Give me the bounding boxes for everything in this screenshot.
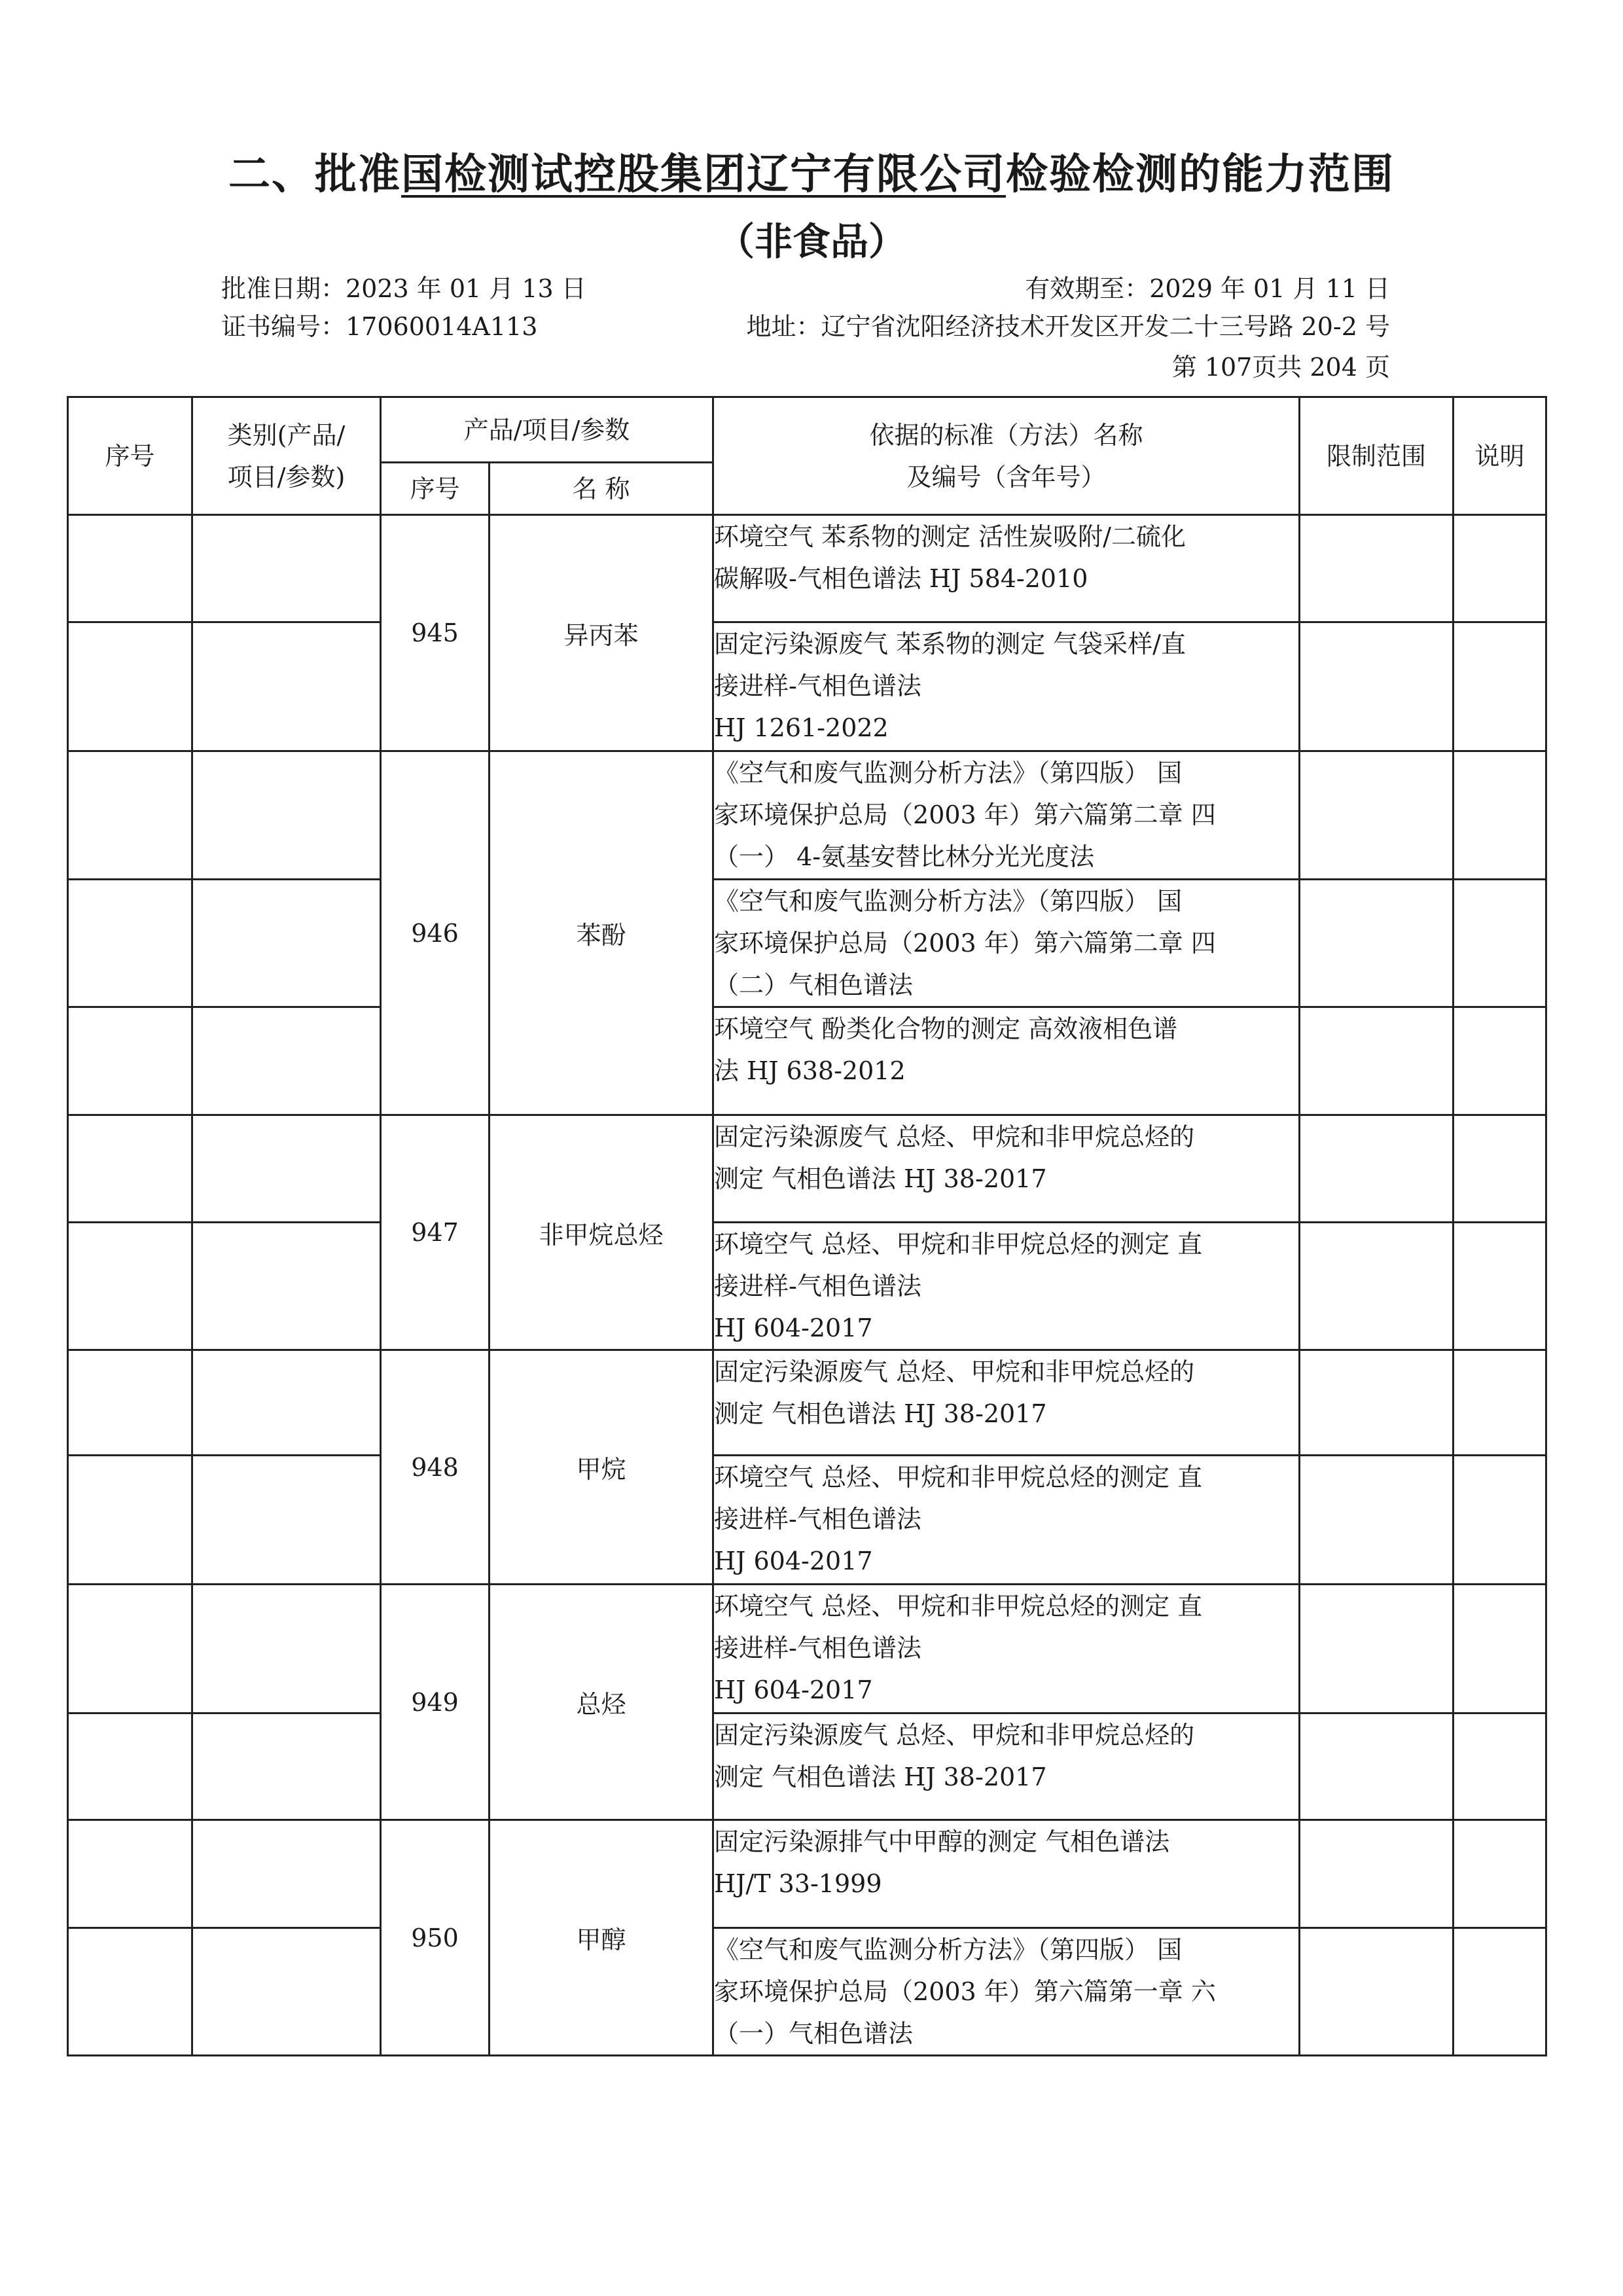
note-cell xyxy=(1454,1115,1546,1223)
seq-cell xyxy=(68,1713,192,1820)
limit-cell xyxy=(1300,515,1454,622)
address: 地址：辽宁省沈阳经济技术开发区开发二十三号路 20-2 号 xyxy=(746,312,1390,341)
limit-cell xyxy=(1300,751,1454,880)
table-row xyxy=(68,1928,1546,2056)
category-cell xyxy=(192,1928,381,2056)
note-cell xyxy=(1454,751,1546,880)
note-cell xyxy=(1454,622,1546,751)
table-row xyxy=(68,1820,1546,1928)
item-name: 异丙苯 xyxy=(490,515,713,751)
standard-cell xyxy=(713,1820,1300,1928)
header-seq: 序号 xyxy=(68,397,192,515)
header-standard-line2: 及编号（含年号） xyxy=(906,462,1106,492)
limit-cell xyxy=(1300,622,1454,751)
title-prefix: 二、批准 xyxy=(228,151,401,199)
standard-line: HJ 604-2017 xyxy=(714,1676,873,1704)
standard-cell xyxy=(713,1713,1300,1820)
limit-cell xyxy=(1300,1223,1454,1350)
standard-line: 测定 气相色谱法 HJ 38-2017 xyxy=(714,1763,1047,1791)
seq-cell xyxy=(68,751,192,880)
category-cell xyxy=(192,622,381,751)
table-row xyxy=(68,622,1546,751)
seq-cell xyxy=(68,1456,192,1585)
standard-line: 环境空气 总烃、甲烷和非甲烷总烃的测定 直 xyxy=(714,1592,1203,1621)
standard-line: （一）气相色谱法 xyxy=(714,2019,914,2048)
standard-line: （二）气相色谱法 xyxy=(714,971,914,999)
standard-line: 测定 气相色谱法 HJ 38-2017 xyxy=(714,1399,1047,1428)
standard-line: HJ/T 33-1999 xyxy=(714,1869,882,1898)
seq-cell xyxy=(68,622,192,751)
note-cell xyxy=(1454,1713,1546,1820)
standard-line: 家环境保护总局（2003 年）第六篇第一章 六 xyxy=(714,1977,1216,2006)
standard-line: 接进样-气相色谱法 xyxy=(714,1634,921,1662)
item-number: 945 xyxy=(381,515,490,751)
note-cell xyxy=(1454,515,1546,622)
standard-cell xyxy=(713,751,1300,880)
limit-cell xyxy=(1300,1350,1454,1456)
standard-line: 家环境保护总局（2003 年）第六篇第二章 四 xyxy=(714,929,1216,958)
standard-cell xyxy=(713,880,1300,1007)
standard-cell xyxy=(713,1456,1300,1585)
limit-cell xyxy=(1300,1713,1454,1820)
item-number: 950 xyxy=(381,1820,490,2056)
note-cell xyxy=(1454,1223,1546,1350)
seq-cell xyxy=(68,1928,192,2056)
item-name: 非甲烷总烃 xyxy=(490,1115,713,1350)
standard-line: 测定 气相色谱法 HJ 38-2017 xyxy=(714,1164,1047,1193)
limit-cell xyxy=(1300,1115,1454,1223)
standard-cell xyxy=(713,622,1300,751)
standard-line: 固定污染源废气 总烃、甲烷和非甲烷总烃的 xyxy=(714,1357,1195,1386)
standard-line: 《空气和废气监测分析方法》（第四版） 国 xyxy=(714,1935,1183,1964)
standard-line: 环境空气 苯系物的测定 活性炭吸附/二硫化 xyxy=(714,522,1186,551)
header-product: 产品/项目/参数 xyxy=(381,397,713,463)
standard-cell xyxy=(713,1007,1300,1115)
page-title xyxy=(0,141,1623,201)
standard-line: 接进样-气相色谱法 xyxy=(714,1272,921,1300)
table-row xyxy=(68,751,1546,880)
category-cell xyxy=(192,1350,381,1456)
item-name: 甲烷 xyxy=(490,1350,713,1585)
header-standard xyxy=(713,397,1300,515)
title-suffix: 检验检测的能力范围 xyxy=(1006,151,1395,199)
certificate-number: 证书编号：17060014A113 xyxy=(221,312,538,341)
standard-line: 固定污染源废气 苯系物的测定 气袋采样/直 xyxy=(714,630,1186,658)
category-cell xyxy=(192,1713,381,1820)
note-cell xyxy=(1454,1007,1546,1115)
table-row xyxy=(68,1350,1546,1456)
standard-line: 家环境保护总局（2003 年）第六篇第二章 四 xyxy=(714,800,1216,829)
limit-cell xyxy=(1300,880,1454,1007)
category-cell xyxy=(192,1456,381,1585)
item-number: 948 xyxy=(381,1350,490,1585)
category-cell xyxy=(192,1820,381,1928)
category-cell xyxy=(192,1115,381,1223)
header-standard-line1: 依据的标准（方法）名称 xyxy=(869,420,1143,450)
category-cell xyxy=(192,880,381,1007)
standard-line: 环境空气 总烃、甲烷和非甲烷总烃的测定 直 xyxy=(714,1230,1203,1259)
seq-cell xyxy=(68,515,192,622)
item-name: 总烃 xyxy=(490,1585,713,1820)
page-number: 第 107页共 204 页 xyxy=(1171,353,1390,382)
seq-cell xyxy=(68,1585,192,1713)
limit-cell xyxy=(1300,1456,1454,1585)
header-category-line2: 项目/参数) xyxy=(227,462,346,492)
standard-line: 接进样-气相色谱法 xyxy=(714,672,921,700)
limit-cell xyxy=(1300,1585,1454,1713)
standard-line: 固定污染源废气 总烃、甲烷和非甲烷总烃的 xyxy=(714,1721,1195,1749)
standard-line: 环境空气 总烃、甲烷和非甲烷总烃的测定 直 xyxy=(714,1463,1203,1492)
title-organization: 国检测试控股集团辽宁有限公司 xyxy=(401,151,1006,199)
table-row xyxy=(68,880,1546,1007)
category-cell xyxy=(192,751,381,880)
note-cell xyxy=(1454,1350,1546,1456)
standard-line: HJ 1261-2022 xyxy=(714,713,889,742)
item-name: 苯酚 xyxy=(490,751,713,1115)
table-row xyxy=(68,1456,1546,1585)
item-name: 甲醇 xyxy=(490,1820,713,2056)
standard-line: （一） 4-氨基安替比林分光光度法 xyxy=(714,842,1095,871)
seq-cell xyxy=(68,1820,192,1928)
table-row xyxy=(68,1115,1546,1223)
standard-line: 环境空气 酚类化合物的测定 高效液相色谱 xyxy=(714,1014,1178,1043)
note-cell xyxy=(1454,1820,1546,1928)
item-number: 946 xyxy=(381,751,490,1115)
page-subtitle: （非食品） xyxy=(716,219,906,264)
standard-cell xyxy=(713,1223,1300,1350)
approval-date: 批准日期：2023 年 01 月 13 日 xyxy=(221,274,586,303)
seq-cell xyxy=(68,1007,192,1115)
seq-cell xyxy=(68,1223,192,1350)
table-row xyxy=(68,515,1546,622)
header-product-name: 名 称 xyxy=(490,463,713,515)
table-row xyxy=(68,1713,1546,1820)
standard-line: 《空气和废气监测分析方法》（第四版） 国 xyxy=(714,887,1183,916)
standard-cell xyxy=(713,515,1300,622)
note-cell xyxy=(1454,880,1546,1007)
standard-cell xyxy=(713,1115,1300,1223)
category-cell xyxy=(192,1585,381,1713)
seq-cell xyxy=(68,880,192,1007)
note-cell xyxy=(1454,1928,1546,2056)
header-category xyxy=(192,397,381,515)
category-cell xyxy=(192,1223,381,1350)
limit-cell xyxy=(1300,1007,1454,1115)
header-note: 说明 xyxy=(1454,397,1546,515)
standard-line: HJ 604-2017 xyxy=(714,1547,873,1575)
table-row xyxy=(68,1585,1546,1713)
limit-cell xyxy=(1300,1820,1454,1928)
note-cell xyxy=(1454,1585,1546,1713)
standard-cell xyxy=(713,1928,1300,2056)
note-cell xyxy=(1454,1456,1546,1585)
standard-cell xyxy=(713,1585,1300,1713)
seq-cell xyxy=(68,1115,192,1223)
item-number: 949 xyxy=(381,1585,490,1820)
standard-line: 碳解吸-气相色谱法 HJ 584-2010 xyxy=(714,564,1088,593)
capability-table xyxy=(67,396,1547,2056)
standard-cell xyxy=(713,1350,1300,1456)
seq-cell xyxy=(68,1350,192,1456)
standard-line: 固定污染源排气中甲醇的测定 气相色谱法 xyxy=(714,1827,1170,1856)
table-row xyxy=(68,1007,1546,1115)
header-category-line1: 类别(产品/ xyxy=(227,420,346,450)
header-product-seq: 序号 xyxy=(381,463,490,515)
limit-cell xyxy=(1300,1928,1454,2056)
header-limit: 限制范围 xyxy=(1300,397,1454,515)
valid-until: 有效期至：2029 年 01 月 11 日 xyxy=(1025,274,1390,303)
standard-line: HJ 604-2017 xyxy=(714,1314,873,1342)
standard-line: 固定污染源废气 总烃、甲烷和非甲烷总烃的 xyxy=(714,1122,1195,1151)
category-cell xyxy=(192,1007,381,1115)
standard-line: 接进样-气相色谱法 xyxy=(714,1505,921,1534)
category-cell xyxy=(192,515,381,622)
standard-line: 法 HJ 638-2012 xyxy=(714,1056,906,1085)
standard-line: 《空气和废气监测分析方法》（第四版） 国 xyxy=(714,759,1183,787)
item-number: 947 xyxy=(381,1115,490,1350)
table-row xyxy=(68,1223,1546,1350)
